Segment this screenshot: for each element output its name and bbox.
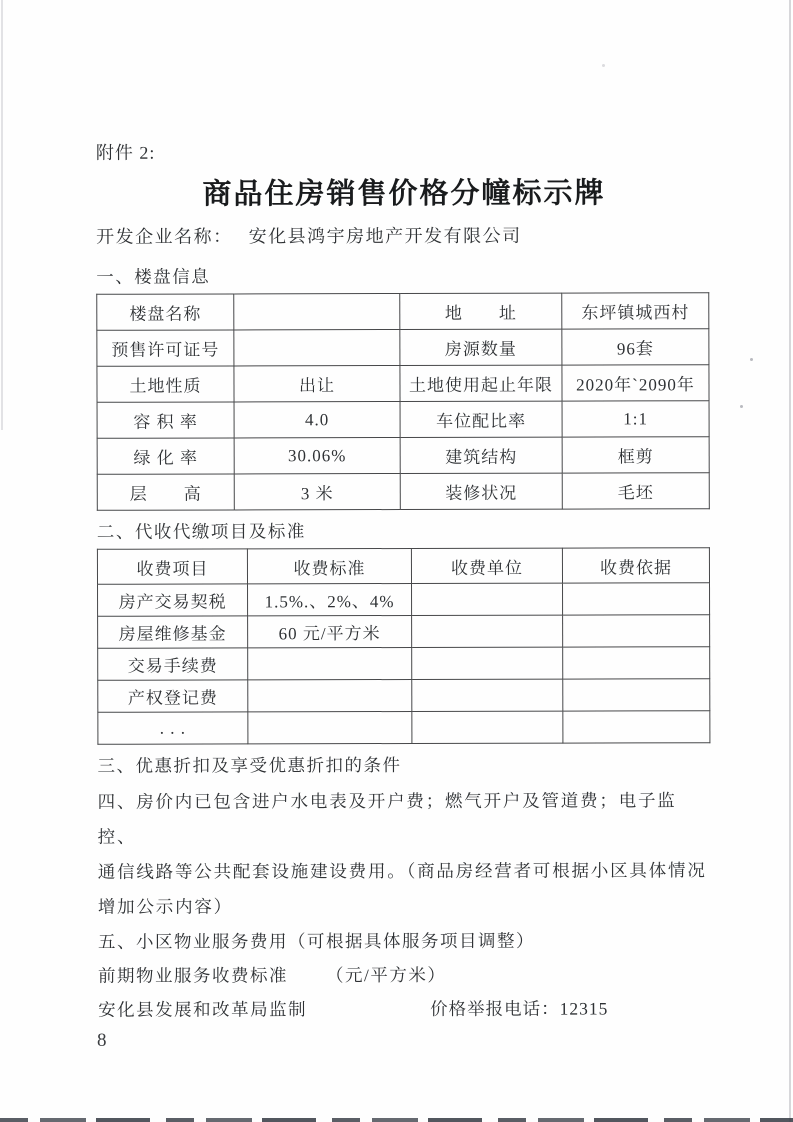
building-info-table [96, 292, 710, 511]
document-title: 商品住房销售价格分幢标示牌 [202, 177, 606, 211]
table-row [97, 365, 709, 403]
scan-edge-left-artifact [1, 0, 3, 430]
scan-noise-speck [602, 64, 605, 67]
cell-maintenance-fund-unit [412, 615, 563, 647]
cell-land-use-term-value: 2020年`2090年 [562, 365, 709, 401]
cell-transaction-fee-basis [563, 647, 710, 679]
cell-project-name-label: 楼盘名称 [97, 294, 234, 330]
paragraph-line: 四、房价内已包含进户水电表及开户费；燃气开户及管道费；电子监控、 [97, 790, 677, 847]
cell-address-label: 地 址 [400, 293, 562, 329]
column-header-fee-standard: 收费标准 [247, 548, 411, 583]
table-row [98, 583, 710, 617]
cell-housing-count-value: 96套 [562, 329, 709, 365]
table-row [97, 293, 709, 331]
cell-greening-rate-value: 30.06% [234, 438, 400, 474]
cell-deed-tax-label: 房产交易契税 [98, 584, 248, 616]
developer-line [96, 222, 712, 250]
cell-floor-height-label: 层 高 [97, 474, 234, 510]
cell-maintenance-fund-basis [563, 615, 710, 647]
cell-land-nature-value: 出让 [234, 366, 400, 402]
document-content [96, 139, 714, 1023]
table-row [98, 711, 710, 745]
column-header-fee-unit: 收费单位 [411, 548, 562, 583]
cell-land-use-term-label: 土地使用起止年限 [400, 365, 562, 401]
cell-presale-permit-label: 预售许可证号 [97, 330, 234, 366]
table-row [97, 473, 709, 511]
column-header-fee-item: 收费项目 [97, 549, 247, 584]
scan-edge-right-artifact [789, 0, 791, 1122]
cell-structure-label: 建筑结构 [400, 437, 562, 473]
scan-noise-speck [740, 405, 743, 408]
table-row [98, 647, 710, 681]
cell-plot-ratio-label: 容 积 率 [97, 402, 234, 438]
cell-transaction-fee-unit [412, 647, 563, 679]
section2-heading: 二、代收代缴项目及标准 [96, 521, 306, 542]
cell-empty [563, 711, 710, 743]
cell-empty [248, 711, 412, 743]
table-header-row [97, 548, 709, 585]
developer-name: 安化县鸿宇房地产开发有限公司 [248, 225, 522, 247]
property-fee-unit: （元/平方米） [326, 964, 447, 986]
table-row [98, 679, 710, 713]
cell-decoration-value: 毛坯 [562, 473, 709, 509]
page-number: 8 [97, 1030, 107, 1051]
paragraph-line: 通信线路等公共配套设施建设费用。（商品房经营者可根据小区具体情况 [97, 860, 707, 882]
cell-address-value: 东坪镇城西村 [562, 293, 709, 329]
column-header-fee-basis: 收费依据 [562, 548, 709, 583]
cell-maintenance-fund-label: 房屋维修基金 [98, 616, 248, 648]
fees-table [97, 547, 711, 745]
attachment-label: 附件 2: [95, 142, 156, 163]
table-row [97, 329, 709, 367]
property-fee-line [98, 961, 714, 989]
cell-transaction-fee-label: 交易手续费 [98, 648, 248, 680]
table-row [97, 401, 709, 439]
cell-deed-tax-standard: 1.5%.、2%、4% [248, 583, 412, 615]
price-hotline-text: 价格举报电话：12315 [430, 998, 609, 1019]
cell-maintenance-fund-standard: 60 元/平方米 [248, 615, 412, 647]
section1-heading: 一、楼盘信息 [96, 266, 211, 287]
cell-land-nature-label: 土地性质 [97, 366, 234, 402]
section4-paragraph [98, 783, 714, 925]
cell-floor-height-value: 3 米 [234, 474, 400, 510]
cell-empty [412, 711, 563, 743]
cell-deed-tax-unit [412, 583, 563, 615]
table-row [98, 615, 710, 649]
cell-structure-value: 框剪 [562, 437, 709, 473]
cell-decoration-label: 装修状况 [400, 473, 562, 509]
cell-registration-fee-standard [248, 679, 412, 711]
table-row [97, 437, 709, 475]
cell-housing-count-label: 房源数量 [400, 329, 562, 365]
paragraph-line: 增加公示内容） [97, 896, 233, 917]
property-fee-label: 前期物业服务收费标准 [98, 965, 289, 986]
cell-registration-fee-label: 产权登记费 [98, 680, 248, 712]
cell-greening-rate-label: 绿 化 率 [97, 438, 234, 474]
cell-project-name-value [234, 294, 400, 330]
cell-ellipsis: . . . [98, 712, 248, 744]
footer-line [98, 995, 714, 1023]
section3-heading: 三、优惠折扣及享受优惠折扣的条件 [97, 755, 402, 776]
cell-parking-ratio-value: 1:1 [562, 401, 709, 437]
cell-registration-fee-basis [563, 679, 710, 711]
developer-label: 开发企业名称： [96, 226, 233, 247]
cell-plot-ratio-value: 4.0 [234, 402, 400, 438]
cell-deed-tax-basis [563, 583, 710, 615]
section5-heading: 五、小区物业服务费用（可根据具体服务项目调整） [97, 930, 535, 952]
cell-presale-permit-value [234, 330, 400, 366]
issuer-text: 安化县发展和改革局监制 [98, 999, 308, 1020]
scan-edge-bottom-artifact [0, 1118, 793, 1122]
cell-parking-ratio-label: 车位配比率 [400, 401, 562, 437]
cell-registration-fee-unit [412, 679, 563, 711]
scan-noise-speck [750, 358, 753, 361]
cell-transaction-fee-standard [248, 647, 412, 679]
